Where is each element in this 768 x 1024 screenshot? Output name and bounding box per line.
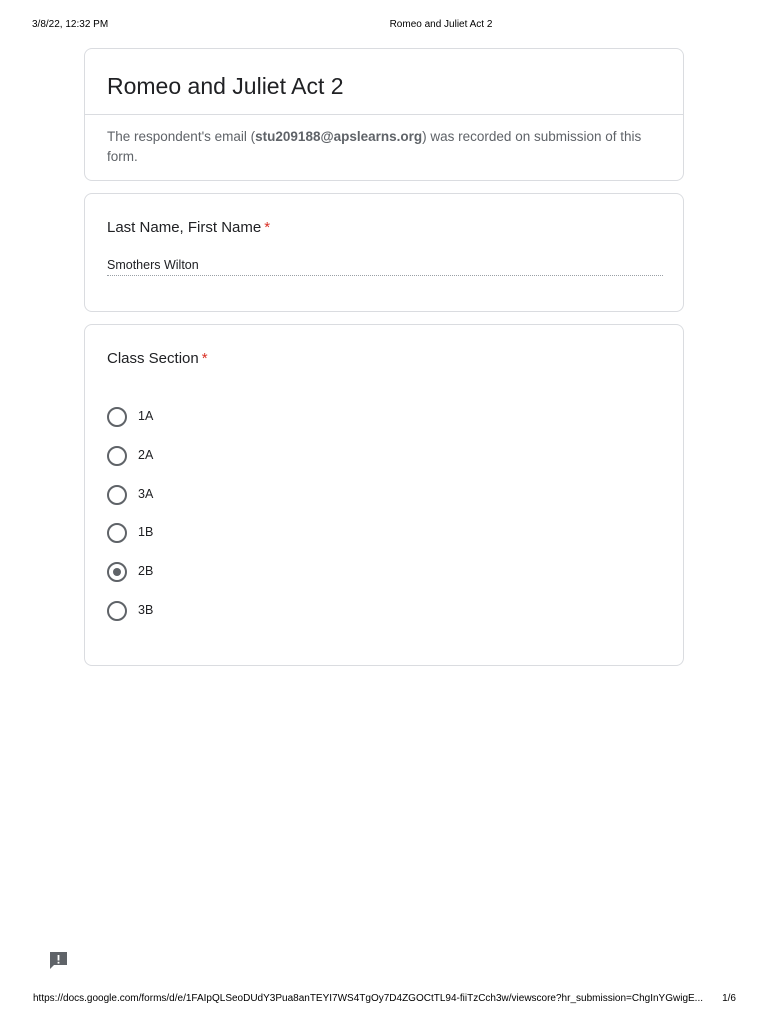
radio-unchecked-icon[interactable]	[107, 523, 127, 543]
radio-option-label: 1A	[138, 409, 154, 423]
answer-underline	[107, 275, 663, 276]
print-header	[0, 19, 768, 33]
radio-option-3a[interactable]	[107, 485, 607, 524]
radio-option-label: 3A	[138, 486, 154, 501]
required-asterisk: *	[201, 350, 208, 367]
radio-unchecked-icon[interactable]	[107, 485, 127, 505]
question-label-name	[107, 219, 270, 236]
email-notice-prefix: The respondent's email (	[107, 129, 256, 144]
feedback-icon-graphic	[48, 950, 69, 971]
question-label-class-section	[107, 350, 208, 367]
question-title: Class Section	[107, 350, 199, 367]
print-page-number: 1/6	[722, 993, 736, 1004]
print-datetime: 3/8/22, 12:32 PM	[32, 19, 109, 30]
class-section-options	[107, 407, 607, 640]
email-notice	[107, 127, 652, 167]
radio-option-1a[interactable]	[107, 407, 607, 446]
print-doc-title: Romeo and Juliet Act 2	[389, 19, 493, 30]
question-card-class-section	[84, 324, 684, 666]
report-feedback-icon[interactable]	[48, 950, 69, 971]
radio-option-2a[interactable]	[107, 446, 607, 485]
question-title: Last Name, First Name	[107, 219, 262, 236]
question-card-name	[84, 193, 684, 312]
email-notice-suffix: ) was recorded on submission of this form.	[107, 129, 642, 164]
print-footer	[0, 993, 768, 1007]
respondent-email: stu209188@apslearns.org	[255, 129, 423, 144]
radio-option-1b[interactable]	[107, 523, 607, 562]
radio-option-2b[interactable]	[107, 562, 607, 601]
radio-option-label: 1B	[138, 525, 154, 540]
name-answer: Smothers Wilton	[107, 258, 199, 272]
radio-unchecked-icon[interactable]	[107, 601, 127, 621]
print-url: https://docs.google.com/forms/d/e/1FAIpQLSeoDUdY3Pua8anTEYI7WS4TgOy7D4ZGOCtTL94-fiiTzCch3w/viewscore?hr_submission=ChgInYGwigE...	[33, 993, 704, 1004]
radio-option-label: 2A	[138, 447, 154, 462]
form-header-card	[84, 48, 684, 181]
radio-checked-icon[interactable]	[107, 562, 127, 582]
radio-selected-dot	[113, 568, 121, 576]
required-asterisk: *	[264, 219, 271, 236]
radio-option-3b[interactable]	[107, 601, 607, 640]
radio-unchecked-icon[interactable]	[107, 446, 127, 466]
radio-option-label: 3B	[138, 602, 154, 617]
form-title: Romeo and Juliet Act 2	[107, 73, 344, 99]
radio-option-label: 2B	[138, 564, 154, 579]
title-divider	[85, 114, 683, 115]
radio-unchecked-icon[interactable]	[107, 407, 127, 427]
